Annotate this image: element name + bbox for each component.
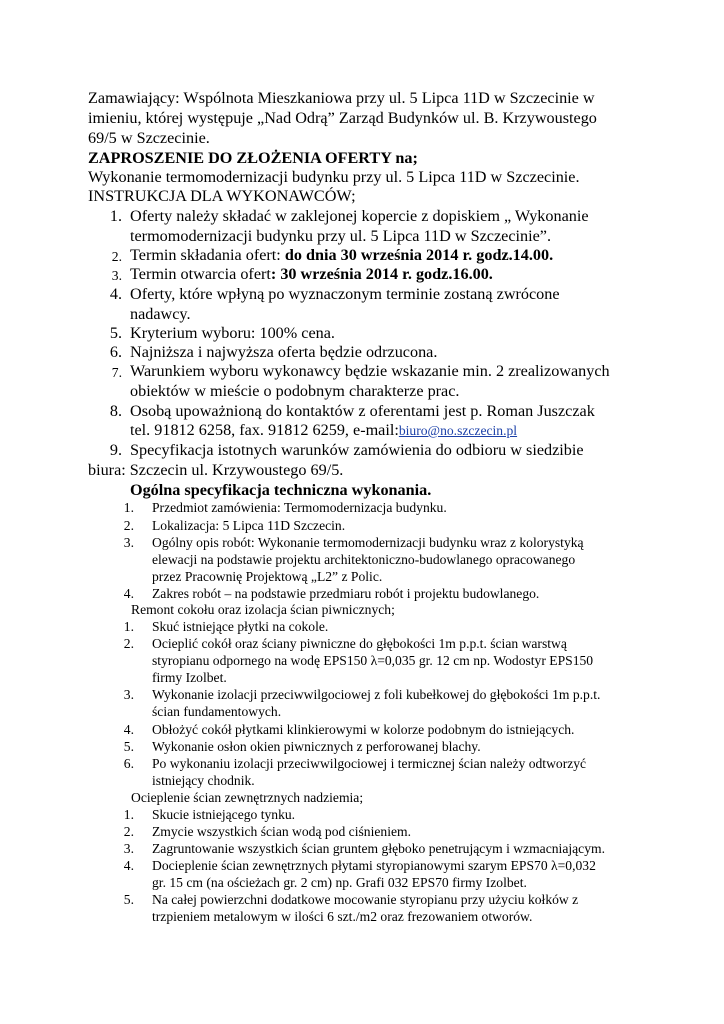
spec-3-line-3: przez Pracownię Projektową „L2” z Polic. (152, 569, 383, 584)
intro-line-2: imieniu, której występuje „Nad Odrą” Zarząd Budynków ul. B. Krzywoustego (88, 109, 597, 127)
instruction-4-line-2: nadawcy. (130, 305, 191, 323)
list-number: 5. (123, 892, 134, 907)
instruction-5: Kryterium wyboru: 100% cena. (130, 324, 335, 342)
ocieplenie-3: Zagruntowanie wszystkich ścian gruntem głęboko penetrującym i wzmacniającym. (152, 841, 605, 856)
instruction-7-line-1: Warunkiem wyboru wykonawcy będzie wskazanie min. 2 zrealizowanych (130, 362, 610, 380)
instruction-2-text: Termin składania ofert: (130, 246, 285, 264)
remont-3-line-2: ścian fundamentowych. (152, 704, 282, 719)
remont-4: Obłożyć cokół płytkami klinkierowymi w kolorze podobnym do istniejących. (152, 722, 575, 737)
list-number: 3. (111, 268, 122, 283)
list-number: 1. (123, 619, 134, 634)
list-number: 1. (109, 207, 122, 225)
instructions-title: INSTRUKCJA DLA WYKONAWCÓW; (88, 187, 356, 205)
instruction-1-line-1: Oferty należy składać w zaklejonej kopercie z dopiskiem „ Wykonanie (130, 207, 589, 225)
instruction-9-line-2: biura: Szczecin ul. Krzywoustego 69/5. (88, 461, 344, 479)
spec-title: Ogólna specyfikacja techniczna wykonania. (130, 481, 432, 499)
ocieplenie-4-line-1: Docieplenie ścian zewnętrznych płytami styropianowymi szarym EPS70 λ=0,032 (152, 858, 596, 873)
remont-1: Skuć istniejące płytki na cokole. (152, 619, 329, 634)
instruction-8-line-2 (130, 420, 724, 441)
instruction-1-line-2: termomodernizacji budynku przy ul. 5 Lipca 11D w Szczecinie”. (130, 227, 552, 245)
spec-4: Zakres robót – na podstawie przedmiaru robót i projektu budowlanego. (152, 586, 540, 601)
remont-6-line-2: istniejący chodnik. (152, 773, 255, 788)
list-number: 1. (123, 807, 134, 822)
spec-2: Lokalizacja: 5 Lipca 11D Szczecin. (152, 518, 346, 533)
list-number: 6. (109, 343, 122, 361)
remont-title: Remont cokołu oraz izolacja ścian piwnicznych; (131, 602, 395, 617)
ocieplenie-4-line-2: gr. 15 cm (na ościeżach gr. 2 cm) np. Grafi 032 EPS70 firmy Izolbet. (152, 875, 527, 890)
remont-3-line-1: Wykonanie izolacji przeciwwilgociowej z foli kubełkowej do głębokości 1m p.p.t. (152, 687, 601, 702)
ocieplenie-2: Zmycie wszystkich ścian wodą pod ciśnieniem. (152, 824, 411, 839)
heading: ZAPROSZENIE DO ZŁOŻENIA OFERTY na; (88, 149, 418, 167)
intro-line-3: 69/5 w Szczecinie. (88, 129, 210, 147)
instruction-2 (130, 245, 724, 265)
instruction-3-date: : 30 września 2014 r. godz.16.00. (270, 265, 493, 283)
remont-2-line-1: Ocieplić cokół oraz ściany piwniczne do głębokości 1m p.p.t. ścian warstwą (152, 636, 567, 651)
list-number: 2. (111, 249, 122, 264)
spec-3-line-2: elewacji na podstawie projektu architektoniczno-budowlanego opracowanego (152, 552, 576, 567)
instruction-8-line-1: Osobą upoważnioną do kontaktów z oferentami jest p. Roman Juszczak (130, 402, 595, 420)
list-number: 3. (123, 841, 134, 856)
list-number: 7. (111, 365, 122, 380)
subject: Wykonanie termomodernizacji budynku przy ul. 5 Lipca 11D w Szczecinie. (88, 168, 580, 186)
ocieplenie-5-line-2: trzpieniem metalowym w ilości 6 szt./m2 oraz frezowaniem otworów. (152, 909, 533, 924)
instruction-9-line-1: Specyfikacja istotnych warunków zamówienia do odbioru w siedzibie (130, 441, 584, 459)
list-number: 3. (123, 687, 134, 702)
list-number: 5. (109, 324, 122, 342)
ocieplenie-5-line-1: Na całej powierzchni dodatkowe mocowanie styropianu przy użyciu kołków z (152, 892, 579, 907)
instruction-8-phone: tel. 91812 6258, fax. 91812 6259, e-mail: (130, 421, 399, 439)
remont-6-line-1: Po wykonaniu izolacji przeciwwilgociowej i termicznej ścian należy odtworzyć (152, 756, 587, 771)
email-link[interactable]: biuro@no.szczecin.pl (398, 423, 518, 438)
list-number: 9. (109, 441, 122, 459)
list-number: 2. (123, 636, 134, 651)
spec-3-line-1: Ogólny opis robót: Wykonanie termomodernizacji budynku wraz z kolorystyką (152, 535, 584, 550)
remont-2-line-3: firmy Izolbet. (152, 670, 227, 685)
instruction-7-line-2: obiektów w mieście o podobnym charakterze prac. (130, 382, 460, 400)
list-number: 4. (123, 722, 134, 737)
list-number: 3. (123, 535, 134, 550)
instruction-6: Najniższa i najwyższa oferta będzie odrzucona. (130, 343, 438, 361)
list-number: 4. (123, 858, 134, 873)
list-number: 2. (123, 518, 134, 533)
list-number: 2. (123, 824, 134, 839)
instruction-3-text: Termin otwarcia ofert (130, 265, 271, 283)
list-number: 8. (109, 402, 122, 420)
list-number: 4. (123, 586, 134, 601)
list-number: 5. (123, 739, 134, 754)
remont-5: Wykonanie osłon okien piwnicznych z perforowanej blachy. (152, 739, 481, 754)
list-number: 4. (109, 285, 122, 303)
intro-line-1: Zamawiający: Wspólnota Mieszkaniowa przy ul. 5 Lipca 11D w Szczecinie w (88, 89, 595, 107)
list-number: 1. (123, 500, 134, 515)
instruction-4-line-1: Oferty, które wpłyną po wyznaczonym terminie zostaną zwrócone (130, 285, 560, 303)
list-number: 6. (123, 756, 134, 771)
ocieplenie-title: Ocieplenie ścian zewnętrznych nadziemia; (131, 790, 364, 805)
ocieplenie-1: Skucie istniejącego tynku. (152, 807, 296, 822)
spec-1: Przedmiot zamówienia: Termomodernizacja budynku. (152, 500, 447, 515)
instruction-3 (130, 264, 724, 284)
remont-2-line-2: styropianu odpornego na wodę EPS150 λ=0,035 gr. 12 cm np. Wodostyr EPS150 (152, 653, 594, 668)
instruction-2-deadline: do dnia 30 września 2014 r. godz.14.00. (284, 246, 554, 264)
